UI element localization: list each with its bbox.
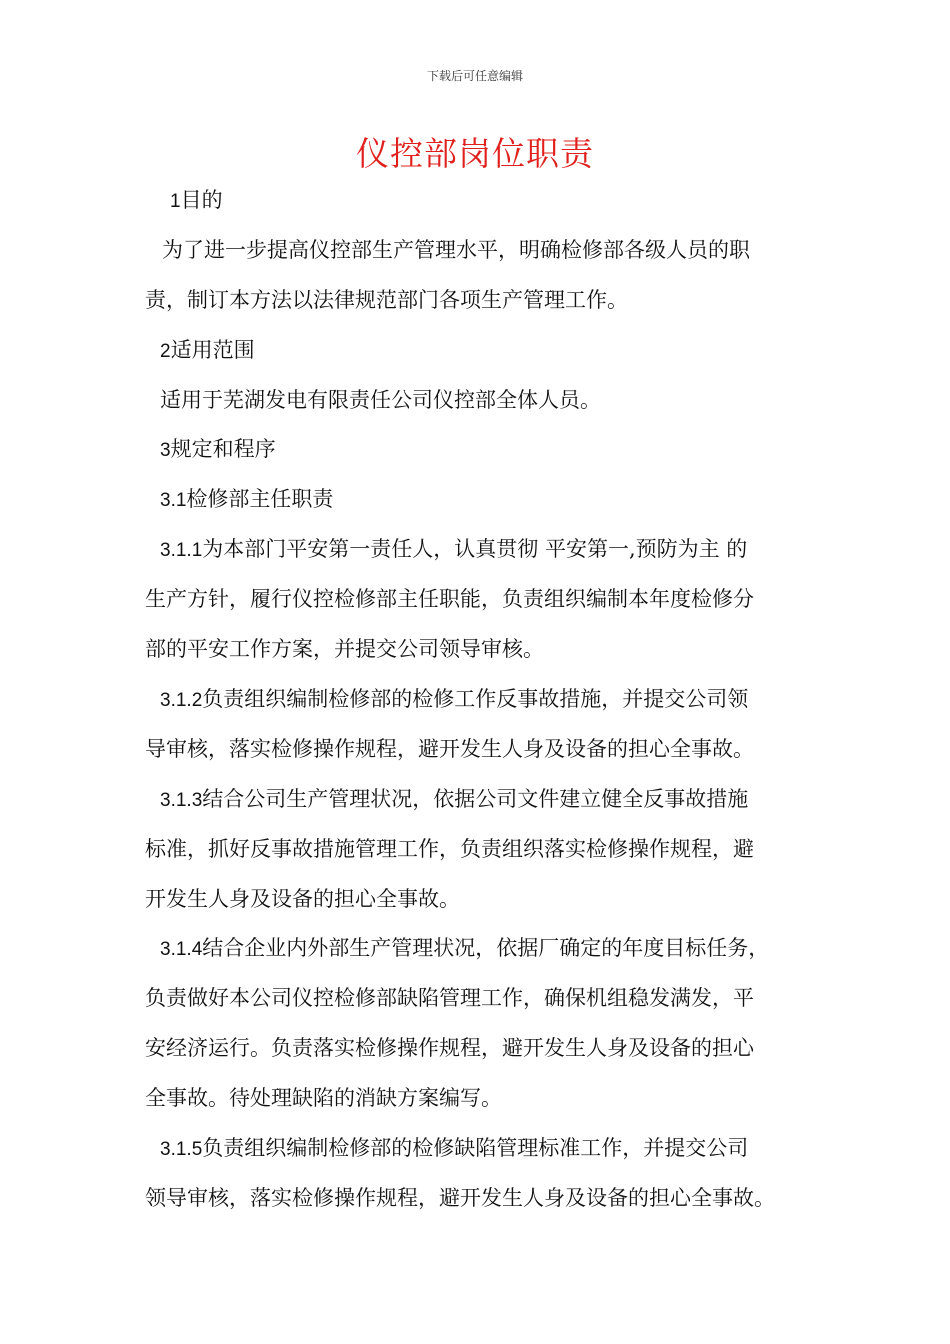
clause-text: 为本部门平安第一责任人，认真贯彻 平安第一,预防为主 的 xyxy=(202,537,748,561)
clause-3-1-1 xyxy=(160,534,840,566)
paragraph-line xyxy=(145,834,825,864)
line-text: 适用于芜湖发电有限责任公司仪控部全体人员。 xyxy=(160,388,601,412)
section-text: 检修部主任职责 xyxy=(186,487,334,511)
clause-3-1-2 xyxy=(160,684,840,716)
clause-number: 3.1.2 xyxy=(160,690,203,711)
paragraph-line xyxy=(145,285,825,315)
line-text: 部的平安工作方案，并提交公司领导审核。 xyxy=(145,637,544,661)
clause-3-1-5 xyxy=(160,1133,840,1165)
line-text: 全事故。待处理缺陷的消缺方案编写。 xyxy=(145,1086,502,1110)
clause-3-1-4 xyxy=(160,933,840,965)
clause-3-1-3 xyxy=(160,784,840,816)
section-number: 2 xyxy=(160,341,171,362)
paragraph-line xyxy=(145,1083,825,1113)
paragraph-line xyxy=(145,983,825,1013)
clause-text: 负责组织编制检修部的检修工作反事故措施，并提交公司领 xyxy=(202,687,749,711)
section-heading-1 xyxy=(170,185,850,217)
paragraph-line xyxy=(145,584,825,614)
page-header: 下载后可任意编辑 xyxy=(426,69,523,83)
line-text: 责，制订本方法以法律规范部门各项生产管理工作。 xyxy=(145,288,628,312)
line-text: 开发生人身及设备的担心全事故。 xyxy=(145,887,460,911)
section-number: 3.1 xyxy=(160,490,187,511)
clause-text: 结合公司生产管理状况，依据公司文件建立健全反事故措施 xyxy=(202,787,749,811)
clause-number: 3.1.3 xyxy=(160,790,203,811)
line-text: 导审核，落实检修操作规程，避开发生人身及设备的担心全事故。 xyxy=(145,737,754,761)
clause-number: 3.1.4 xyxy=(160,939,203,960)
section-heading-2 xyxy=(160,335,840,367)
clause-number: 3.1.5 xyxy=(160,1139,203,1160)
line-text: 安经济运行。负责落实检修操作规程，避开发生人身及设备的担心 xyxy=(145,1036,754,1060)
line-text: 为了进一步提高仪控部生产管理水平，明确检修部各级人员的职 xyxy=(162,238,750,262)
line-text: 负责做好本公司仪控检修部缺陷管理工作，确保机组稳发满发，平 xyxy=(145,986,754,1010)
line-text: 领导审核，落实检修操作规程，避开发生人身及设备的担心全事故。 xyxy=(145,1186,775,1210)
paragraph-line xyxy=(160,385,840,415)
clause-text: 结合企业内外部生产管理状况，依据厂确定的年度目标任务， xyxy=(202,936,770,960)
line-text: 生产方针，履行仪控检修部主任职能，负责组织编制本年度检修分 xyxy=(145,587,754,611)
clause-number: 3.1.1 xyxy=(160,540,203,561)
line-text: 标准，抓好反事故措施管理工作，负责组织落实检修操作规程，避 xyxy=(145,837,754,861)
section-text: 规定和程序 xyxy=(170,437,276,461)
paragraph-line xyxy=(145,1033,825,1063)
section-number: 1 xyxy=(170,191,181,212)
document-title: 仪控部岗位职责 xyxy=(356,134,594,173)
clause-text: 负责组织编制检修部的检修缺陷管理标准工作，并提交公司 xyxy=(202,1136,749,1160)
paragraph-line xyxy=(145,634,825,664)
paragraph-line xyxy=(145,1183,825,1213)
section-heading-3-1 xyxy=(160,484,840,516)
paragraph-line xyxy=(162,235,842,265)
section-number: 3 xyxy=(160,440,171,461)
section-heading-3 xyxy=(160,434,840,466)
paragraph-line xyxy=(145,734,825,764)
section-text: 目的 xyxy=(180,188,223,212)
paragraph-line xyxy=(145,884,825,914)
section-text: 适用范围 xyxy=(170,338,255,362)
